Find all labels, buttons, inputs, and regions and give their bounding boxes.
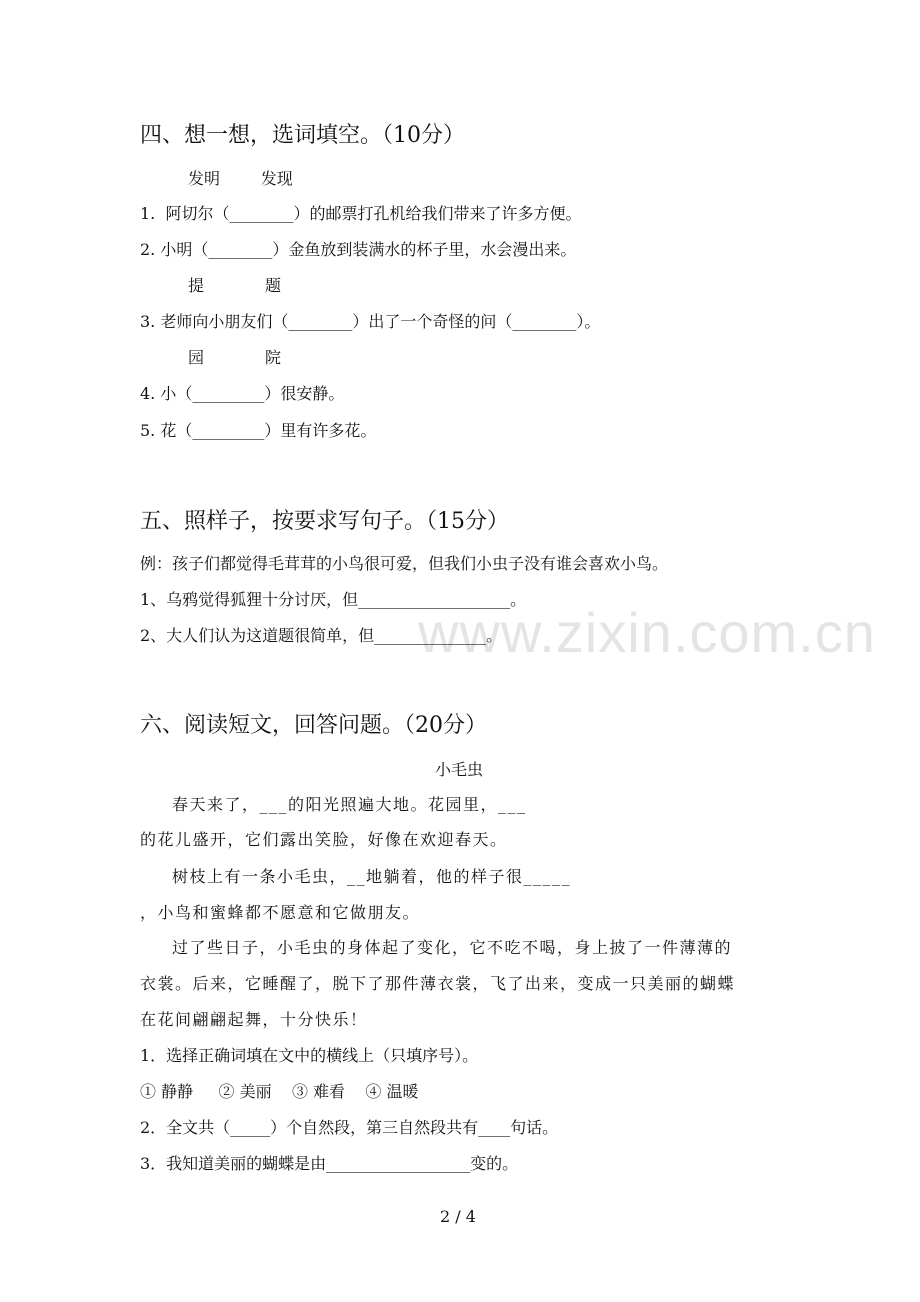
question-4-3: 3. 老师向小朋友们（________）出了一个奇怪的问（________）。 [140,312,601,331]
story-title: 小毛虫 [435,760,484,779]
question-4-1: 1. 阿切尔（________）的邮票打孔机给我们带来了许多方便。 [140,204,582,223]
story-line-4: ，小鸟和蜜蜂都不愿意和它做朋友。 [140,903,421,922]
story-line-6: 衣裳。后来，它睡醒了，脱下了那件薄衣裳，飞了出来，变成一只美丽的蝴蝶 [140,974,736,993]
watermark: www.zixin.com.cn [418,601,876,664]
story-line-2: 的花儿盛开，它们露出笑脸，好像在欢迎春天。 [140,830,508,849]
word-options-1: 发明 发现 [188,169,293,188]
word-options-6: ① 静静 ② 美丽 ③ 难看 ④ 温暖 [140,1082,419,1101]
story-line-5: 过了些日子，小毛虫的身体起了变化，它不吃不喝，身上披了一件薄薄的 [172,938,733,957]
question-5-1: 1、乌鸦觉得狐狸十分讨厌，但___________________。 [140,590,527,609]
question-5-2: 2、大人们认为这道题很简单，但______________。 [140,626,503,645]
question-6-3: 3．我知道美丽的蝴蝶是由__________________变的。 [140,1154,519,1173]
question-4-4: 4. 小（_________）很安静。 [140,384,345,403]
question-4-2: 2. 小明（________）金鱼放到装满水的杯子里，水会漫出来。 [140,240,577,259]
section4-heading: 四、想一想，选词填空。（10分） [140,123,465,148]
story-line-3: 树枝上有一条小毛虫，__地躺着，他的样子很_____ [172,867,572,886]
section5-heading: 五、照样子，按要求写句子。（15分） [140,509,509,534]
question-6-2: 2．全文共（_____）个自然段，第三自然段共有____句话。 [140,1118,559,1137]
page-number: 2 / 4 [440,1207,476,1226]
section6-heading: 六、阅读短文，回答问题。（20分） [140,713,487,738]
example-sentence: 例：孩子们都觉得毛茸茸的小鸟很可爱，但我们小虫子没有谁会喜欢小鸟。 [140,554,669,573]
story-line-1: 春天来了，___的阳光照遍大地。花园里，___ [172,795,527,814]
question-6-1: 1．选择正确词填在文中的横线上（只填序号）。 [140,1046,479,1065]
word-options-3: 园 院 [188,348,282,367]
question-4-5: 5. 花（_________）里有许多花。 [140,421,377,440]
story-line-7: 在花间翩翩起舞，十分快乐！ [140,1010,368,1029]
word-options-2: 提 题 [188,276,282,295]
